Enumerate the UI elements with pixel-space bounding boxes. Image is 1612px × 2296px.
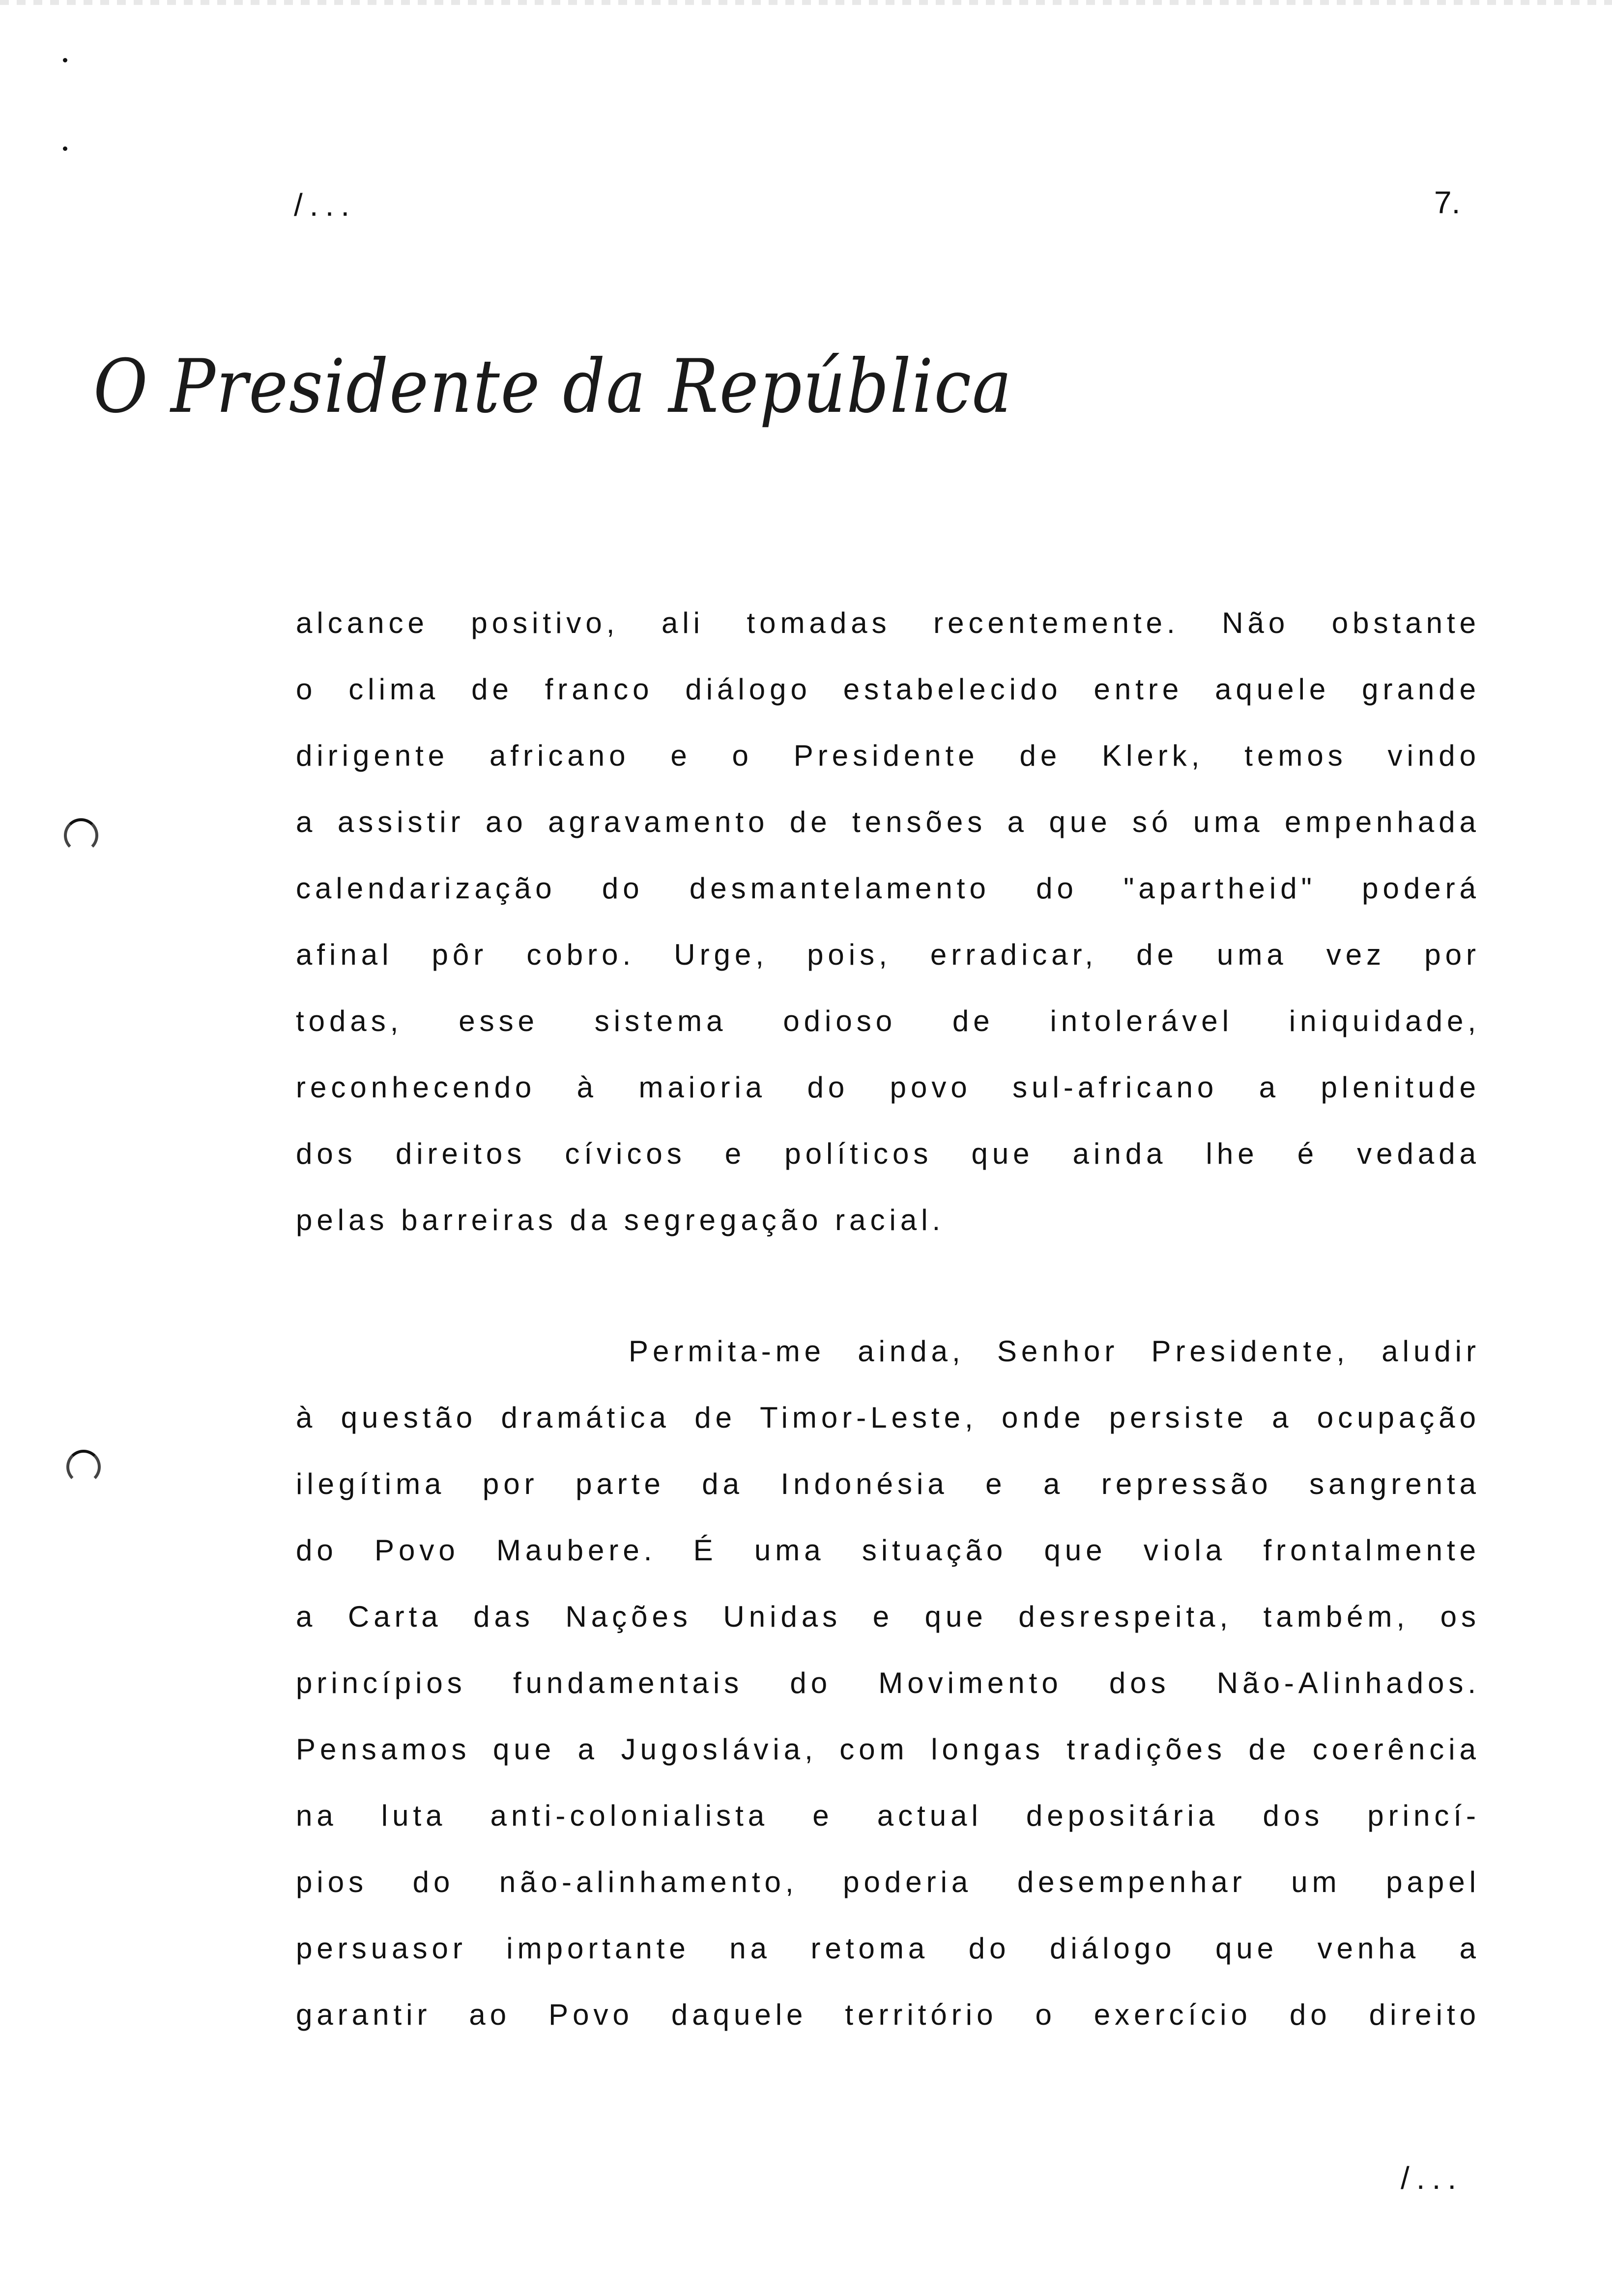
punch-hole-mark: [64, 818, 98, 853]
text-line: a Carta das Nações Unidas e que desrespeita, também, os: [296, 1600, 1480, 1633]
text-line: calendarização do desmantelamento do "apartheid" poderá: [296, 872, 1480, 905]
text-line: reconhecendo à maioria do povo sul-africano a plenitude: [296, 1071, 1480, 1104]
text-line: na luta anti-colonialista e actual depositária dos princí-: [296, 1799, 1480, 1832]
text-line: do Povo Maubere. É uma situação que viola frontalmente: [296, 1534, 1480, 1567]
continuation-mark-bottom: /...: [1401, 2160, 1464, 2196]
text-line: dirigente africano e o Presidente de Klerk, temos vindo: [296, 739, 1480, 772]
text-line: ilegítima por parte da Indonésia e a repressão sangrenta: [296, 1467, 1480, 1500]
text-line: a assistir ao agravamento de tensões a que só uma empenhada: [296, 805, 1480, 838]
page-number: 7.: [1434, 185, 1461, 220]
scan-speck: [63, 58, 67, 62]
paragraph-timor-leste: [296, 1318, 1480, 2048]
text-line: afinal pôr cobro. Urge, pois, erradicar, de uma vez por: [296, 938, 1480, 971]
text-line: dos direitos cívicos e políticos que ainda lhe é vedada: [296, 1137, 1480, 1170]
continuation-mark-top: /...: [294, 187, 357, 223]
paragraph-apartheid: [296, 590, 1480, 1253]
text-line: Permita-me ainda, Senhor Presidente, aludir: [629, 1335, 1480, 1368]
text-line: alcance positivo, ali tomadas recentemente. Não obstante: [296, 606, 1480, 639]
scan-edge-artifact: [0, 0, 1612, 5]
text-line: garantir ao Povo daquele território o exercício do direito: [296, 1998, 1480, 2031]
text-line: Pensamos que a Jugoslávia, com longas tradições de coerência: [296, 1733, 1480, 1766]
scan-speck: [63, 146, 67, 151]
text-line: todas, esse sistema odioso de intolerável iniquidade,: [296, 1004, 1480, 1037]
text-line: à questão dramática de Timor-Leste, onde persiste a ocupação: [296, 1401, 1480, 1434]
text-line: o clima de franco diálogo estabelecido entre aquele grande: [296, 673, 1480, 706]
text-line: persuasor importante na retoma do diálogo que venha a: [296, 1932, 1480, 1965]
text-line: princípios fundamentais do Movimento dos Não-Alinhados.: [296, 1666, 1480, 1699]
text-line: pios do não-alinhamento, poderia desempenhar um papel: [296, 1866, 1480, 1898]
text-line: pelas barreiras da segregação racial.: [296, 1204, 945, 1236]
letterhead-title: O Presidente da República: [93, 344, 1013, 430]
punch-hole-mark: [66, 1450, 101, 1484]
